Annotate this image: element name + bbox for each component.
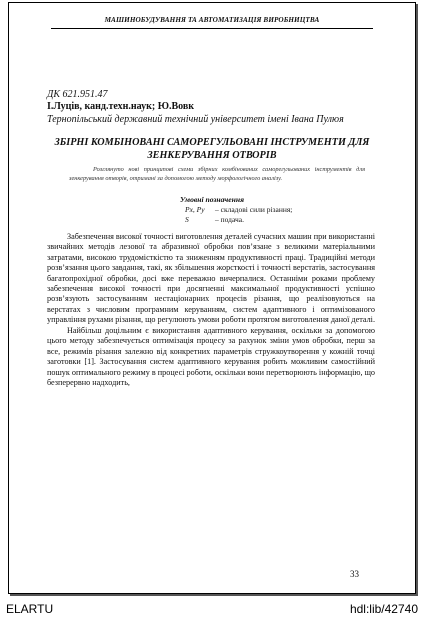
abstract: Розглянуто нові принципові схеми збірних комбінованих саморегульованих інструментів для зенкерування отворів, отримані за допомогою методу морфологічного аналізу.	[69, 166, 365, 182]
header-rule	[51, 28, 373, 29]
repository-footer	[0, 598, 424, 620]
authors: І.Луців, канд.техн.наук; Ю.Вовк	[47, 101, 195, 112]
notation-description: – подача.	[215, 215, 244, 224]
notation-symbol: Px, Py	[185, 205, 205, 214]
udc-code: ДК 621.951.47	[47, 89, 108, 100]
running-head: МАШИНОБУДУВАННЯ ТА АВТОМАТИЗАЦІЯ ВИРОБНИЦТВА	[104, 16, 320, 24]
handle-identifier[interactable]: hdl:lib/42740	[349, 602, 418, 616]
repository-name: ELARTU	[6, 602, 54, 616]
body-paragraph-1: Забезпечення високої точності виготовлення деталей сучасних машин при використанні звичайних методів лезової та абразивної обробки пов’язане з великими матеріальними затратами, високою трудомісткістю та зниженням продуктивності праці. Традиційні методи розв’язання цього завдання, такі, як збільшення жорсткості і точності верстатів, застосування багатопрохідної обробки, досі вже переважно вичерпалися. Останніми роками проблему забезпечення високої точності при досягненні максимальної продуктивності успішно розв’язують застосуванням нестаціонарних процесів різання, що реалізовуються на верстатах з числовим програмним керуванням, систем адаптивного і оптимізованого управління рухами різання, що регулюють умови роботи протягом виготовлення даної деталі.	[47, 232, 376, 325]
article-title: ЗБІРНІ КОМБІНОВАНІ САМОРЕГУЛЬОВАНІ ІНСТРУМЕНТИ ДЛЯ ЗЕНКЕРУВАННЯ ОТВОРІВ	[54, 137, 370, 161]
affiliation: Тернопільський державний технічний університет імені Івана Пулюя	[47, 114, 344, 125]
notation-symbol: S	[185, 215, 189, 224]
notation-row	[185, 215, 244, 224]
notation-heading: Умовні позначення	[179, 195, 245, 204]
paper-page	[8, 2, 416, 594]
body-paragraph-2: Найбільш доцільним є використання адаптивного керування, оскільки за допомогою цього методу забезпечується оптимізація процесу за рахунок зміни умов обробки, перш за все, режимів різання залежно від конкретних параметрів стружкоутворення у кожній точці заготовки [1]. Застосування систем адаптивного керування робить можливим самостійний пошук оптимального режиму в процесі роботи, оскільки вони перетворюють інформацію, що безперервно надходить,	[47, 326, 375, 388]
notation-description: – складові сили різання;	[215, 205, 293, 214]
page-number: 33	[350, 569, 359, 579]
notation-row	[185, 205, 292, 214]
